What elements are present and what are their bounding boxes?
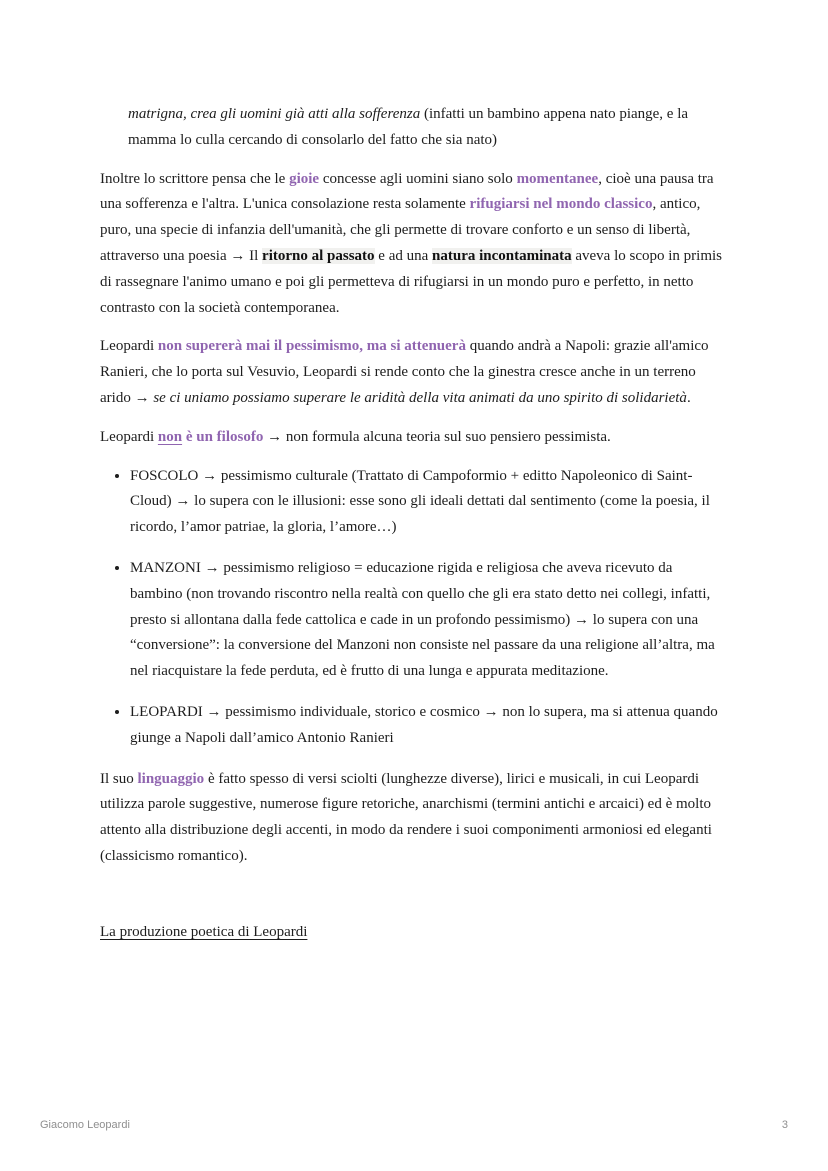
text-run-normal: (infatti un bambino appena nato piange, e la mamma lo culla cercando di consolarlo del fatto che sia nato) bbox=[128, 106, 689, 148]
paragraph-pessimismo-attenuato bbox=[100, 334, 726, 411]
text-run-normal: e ad una bbox=[374, 247, 433, 264]
pessimismo-comparison-list bbox=[100, 464, 726, 752]
text-run-normal: Inoltre lo scrittore pensa che le bbox=[100, 170, 290, 187]
text-run-normal: quando andrà a Napoli: grazie all'amico Ranieri, che lo porta sul Vesuvio, Leopardi si rende conto che la ginestra cresce anche in un terreno arido → bbox=[100, 338, 709, 406]
text-run-normal: Leopardi bbox=[100, 338, 158, 355]
text-run-purple: linguaggio bbox=[137, 770, 205, 787]
text-run-normal: MANZONI → pessimismo religioso = educazione rigida e religiosa che aveva ricevuto da bambino (non trovando riscontro nella realtà con quello che gli era stato detto nei collegi, infatti, presto si allontana dalla fede cattolica e cade in un profondo pessimismo) → lo supera con una “conversione”: la conversione del Manzoni non consiste nel passare da una religione all’altra, ma nel riacquistare la fede perduta, ed è frutto di una lunga e appurata meditazione. bbox=[130, 559, 715, 680]
text-run-purple: gioie bbox=[289, 170, 320, 187]
text-run-bold-highlight: natura incontaminata bbox=[432, 247, 572, 264]
continued-quote-paragraph bbox=[100, 102, 726, 154]
text-run-italic: matrigna, crea gli uomini già atti alla sofferenza bbox=[128, 106, 421, 122]
text-run-normal: . bbox=[686, 389, 691, 406]
text-run-normal: concesse agli uomini siano solo bbox=[319, 170, 517, 187]
text-run-normal: , antico, puro, una specie di infanzia dell'umanità, che gli permette di trovare conforto e un senso di libertà, attraverso una poesia → Il bbox=[100, 196, 701, 264]
text-run-purple: momentanee bbox=[516, 170, 599, 187]
paragraph-linguaggio bbox=[100, 767, 726, 870]
text-run-normal: Il suo bbox=[100, 770, 138, 787]
list-item bbox=[130, 700, 726, 752]
footer-document-title: Giacomo Leopardi bbox=[40, 1119, 130, 1131]
text-run-purple: rifugiarsi nel mondo classico bbox=[469, 196, 653, 213]
text-run-bold-highlight: ritorno al passato bbox=[262, 247, 375, 264]
text-run-normal: è fatto spesso di versi sciolti (lunghezze diverse), lirici e musicali, in cui Leopardi utilizza parole suggestive, numerose figure retoriche, anarchismi (termini antichi e arcaici) ed è molto attento alla distribuzione degli accenti, in modo da rendere i suoi componimenti armoniosi ed eleganti (classicismo romantico). bbox=[100, 770, 712, 864]
text-run-normal: La produzione poetica di Leopardi bbox=[100, 923, 308, 940]
text-run-normal: Leopardi bbox=[100, 428, 158, 445]
list-item bbox=[130, 556, 726, 685]
footer-page-number: 3 bbox=[781, 1119, 788, 1131]
paragraph-non-filosofo bbox=[100, 425, 726, 451]
paragraph-gioie-momentanee bbox=[100, 167, 726, 322]
text-run-normal: aveva lo scopo in primis di rassegnare l'animo umano e poi gli permetteva di rifugiarsi in un mondo puro e perfetto, in netto contrasto con la società contemporanea. bbox=[100, 247, 722, 316]
list-item bbox=[130, 464, 726, 541]
section-heading-produzione-poetica bbox=[100, 920, 726, 946]
text-run-purple: non supererà mai il pessimismo, ma si attenuerà bbox=[157, 338, 466, 355]
text-run-normal: LEOPARDI → pessimismo individuale, storico e cosmico → non lo supera, ma si attenua quando giunge a Napoli dall’amico Antonio Ranieri bbox=[130, 703, 718, 746]
text-run-normal: FOSCOLO → pessimismo culturale (Trattato di Campoformio + editto Napoleonico di Saint-Cloud) → lo supera con le illusioni: esse sono gli ideali dettati dal sentimento (come la poesia, il ricordo, l’amor patriae, la gloria, l’amore…) bbox=[130, 467, 710, 536]
document-body bbox=[100, 102, 726, 946]
text-run-purple: è un filosofo bbox=[182, 428, 264, 445]
text-run-italic: se ci uniamo possiamo superare le aridità della vita animati da uno spirito di solidarietà bbox=[153, 389, 687, 406]
text-run-purple-underline: non bbox=[157, 428, 183, 445]
text-run-normal: → non formula alcuna teoria sul suo pensiero pessimista. bbox=[263, 428, 611, 445]
text-run-normal: , cioè una pausa tra una sofferenza e l'altra. L'unica consolazione resta solamente bbox=[100, 170, 714, 213]
